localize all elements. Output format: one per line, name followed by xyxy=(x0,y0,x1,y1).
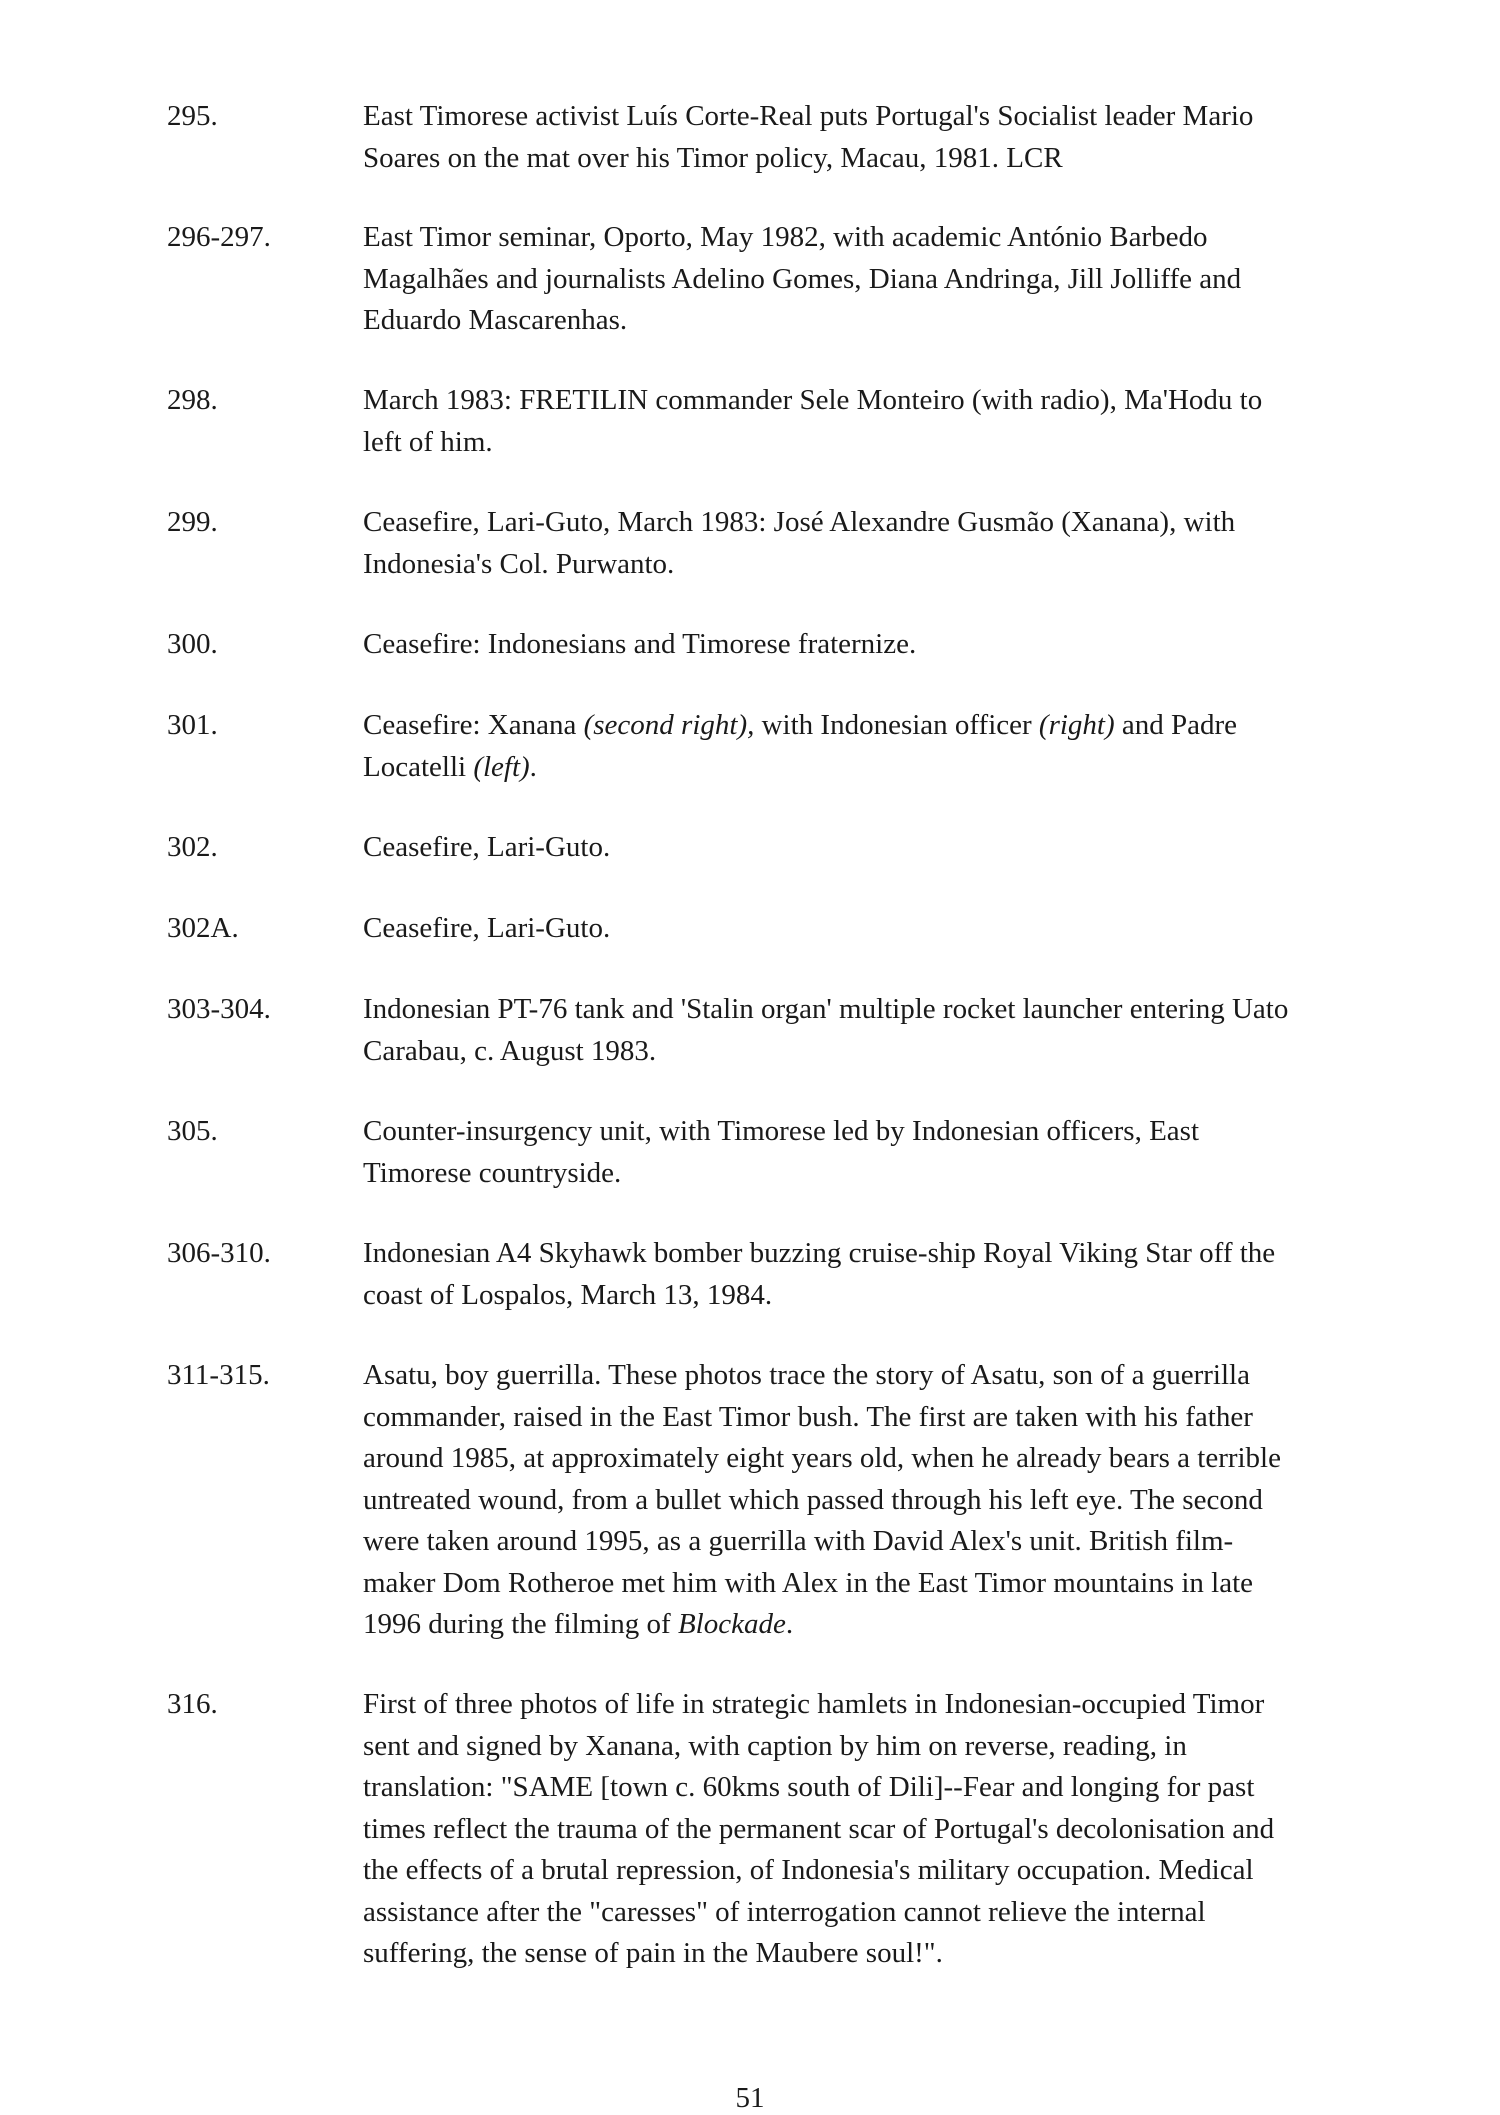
text-line: were taken around 1995, as a guerrilla with David Alex's unit. British film- xyxy=(363,1525,1234,1557)
entry-text xyxy=(363,380,1343,463)
italic-run: (left) xyxy=(473,750,530,783)
text-run: . xyxy=(529,750,537,783)
entry-text xyxy=(363,827,1343,869)
text-line: Counter-insurgency unit, with Timorese led by Indonesian officers, East xyxy=(363,1115,1200,1147)
text-line: coast of Lospalos, March 13, 1984. xyxy=(363,1278,773,1311)
text-run: . xyxy=(785,1608,794,1640)
entry-number: 311-315. xyxy=(167,1359,270,1391)
text-line: times reflect the trauma of the permanent scar of Portugal's decolonisation and xyxy=(363,1812,1275,1845)
entry-number: 298. xyxy=(167,384,218,416)
entry-text xyxy=(363,989,1343,1072)
text-line: around 1985, at approximately eight years old, when he already bears a terrible xyxy=(363,1442,1281,1474)
text-line: Ceasefire: Indonesians and Timorese fraternize. xyxy=(363,628,917,660)
text-line: Magalhães and journalists Adelino Gomes, Diana Andringa, Jill Jolliffe and xyxy=(363,262,1242,295)
entry-number: 305. xyxy=(167,1115,218,1147)
text-run: and Padre xyxy=(1114,709,1238,741)
entry-number: 296-297. xyxy=(167,221,271,253)
entry-text xyxy=(363,502,1343,585)
text-run: 1996 during the filming of xyxy=(363,1608,678,1640)
text-line: Ceasefire, Lari-Guto, March 1983: José Alexandre Gusmão (Xanana), with xyxy=(363,506,1236,538)
entry-number: 301. xyxy=(167,709,218,741)
text-line: maker Dom Rotheroe met him with Alex in the East Timor mountains in late xyxy=(363,1566,1254,1599)
entry-number: 302A. xyxy=(167,912,239,944)
entry-number: 295. xyxy=(167,100,218,132)
entry-text xyxy=(363,1111,1343,1194)
entry-number: 300. xyxy=(167,628,218,660)
text-line: left of him. xyxy=(363,425,493,458)
text-line: translation: "SAME [town c. 60kms south of Dili]--Fear and longing for past xyxy=(363,1771,1255,1803)
entry-number: 306-310. xyxy=(167,1237,271,1269)
film-title: Blockade xyxy=(677,1608,786,1640)
entry-text xyxy=(363,624,1343,666)
text-line: untreated wound, from a bullet which passed through his left eye. The second xyxy=(363,1483,1263,1516)
entry-text xyxy=(363,705,1343,788)
text-line: Indonesian A4 Skyhawk bomber buzzing cruise-ship Royal Viking Star off the xyxy=(363,1237,1276,1269)
text-line: First of three photos of life in strategic hamlets in Indonesian-occupied Timor xyxy=(363,1688,1265,1720)
text-line: commander, raised in the East Timor bush. The first are taken with his father xyxy=(363,1400,1253,1433)
italic-run: (second right), xyxy=(583,709,755,741)
text-line: Ceasefire, Lari-Guto. xyxy=(363,831,611,863)
text-line: sent and signed by Xanana, with caption by him on reverse, reading, in xyxy=(363,1729,1187,1762)
text-line xyxy=(363,1604,1343,1646)
text-line: assistance after the "caresses" of interrogation cannot relieve the internal xyxy=(363,1895,1206,1928)
entry-text xyxy=(363,96,1343,179)
text-line: Carabau, c. August 1983. xyxy=(363,1034,657,1067)
entry-text xyxy=(363,908,1343,950)
text-run: Ceasefire: Xanana xyxy=(363,709,584,741)
text-line: Indonesia's Col. Purwanto. xyxy=(363,547,675,580)
text-line: Ceasefire, Lari-Guto. xyxy=(363,912,611,944)
text-line: Soares on the mat over his Timor policy, Macau, 1981. LCR xyxy=(363,141,1063,174)
page-number: 51 xyxy=(735,2082,765,2114)
entry-number: 316. xyxy=(167,1688,218,1720)
text-line: Indonesian PT-76 tank and 'Stalin organ' multiple rocket launcher entering Uato xyxy=(363,993,1289,1025)
text-line xyxy=(363,747,1343,789)
text-line: Timorese countryside. xyxy=(363,1156,622,1189)
entry-number: 302. xyxy=(167,831,218,863)
entry-text xyxy=(363,217,1343,342)
text-line: East Timorese activist Luís Corte-Real puts Portugal's Socialist leader Mario xyxy=(363,100,1254,132)
text-line: March 1983: FRETILIN commander Sele Monteiro (with radio), Ma'Hodu to xyxy=(363,384,1263,416)
italic-run: (right) xyxy=(1038,709,1115,741)
entry-number: 299. xyxy=(167,506,218,538)
text-run: with Indonesian officer xyxy=(754,709,1039,741)
text-line: the effects of a brutal repression, of Indonesia's military occupation. Medical xyxy=(363,1854,1254,1886)
entry-text xyxy=(363,1684,1343,1975)
text-line: suffering, the sense of pain in the Maubere soul!". xyxy=(363,1937,943,1969)
text-line: Asatu, boy guerrilla. These photos trace the story of Asatu, son of a guerrilla xyxy=(363,1359,1250,1391)
text-run: Locatelli xyxy=(363,750,474,783)
text-line: East Timor seminar, Oporto, May 1982, with academic António Barbedo xyxy=(363,221,1208,253)
entry-text xyxy=(363,1355,1343,1646)
text-line: Eduardo Mascarenhas. xyxy=(363,304,628,336)
text-line xyxy=(363,705,1343,747)
entry-text xyxy=(363,1233,1343,1316)
entry-number: 303-304. xyxy=(167,993,271,1025)
